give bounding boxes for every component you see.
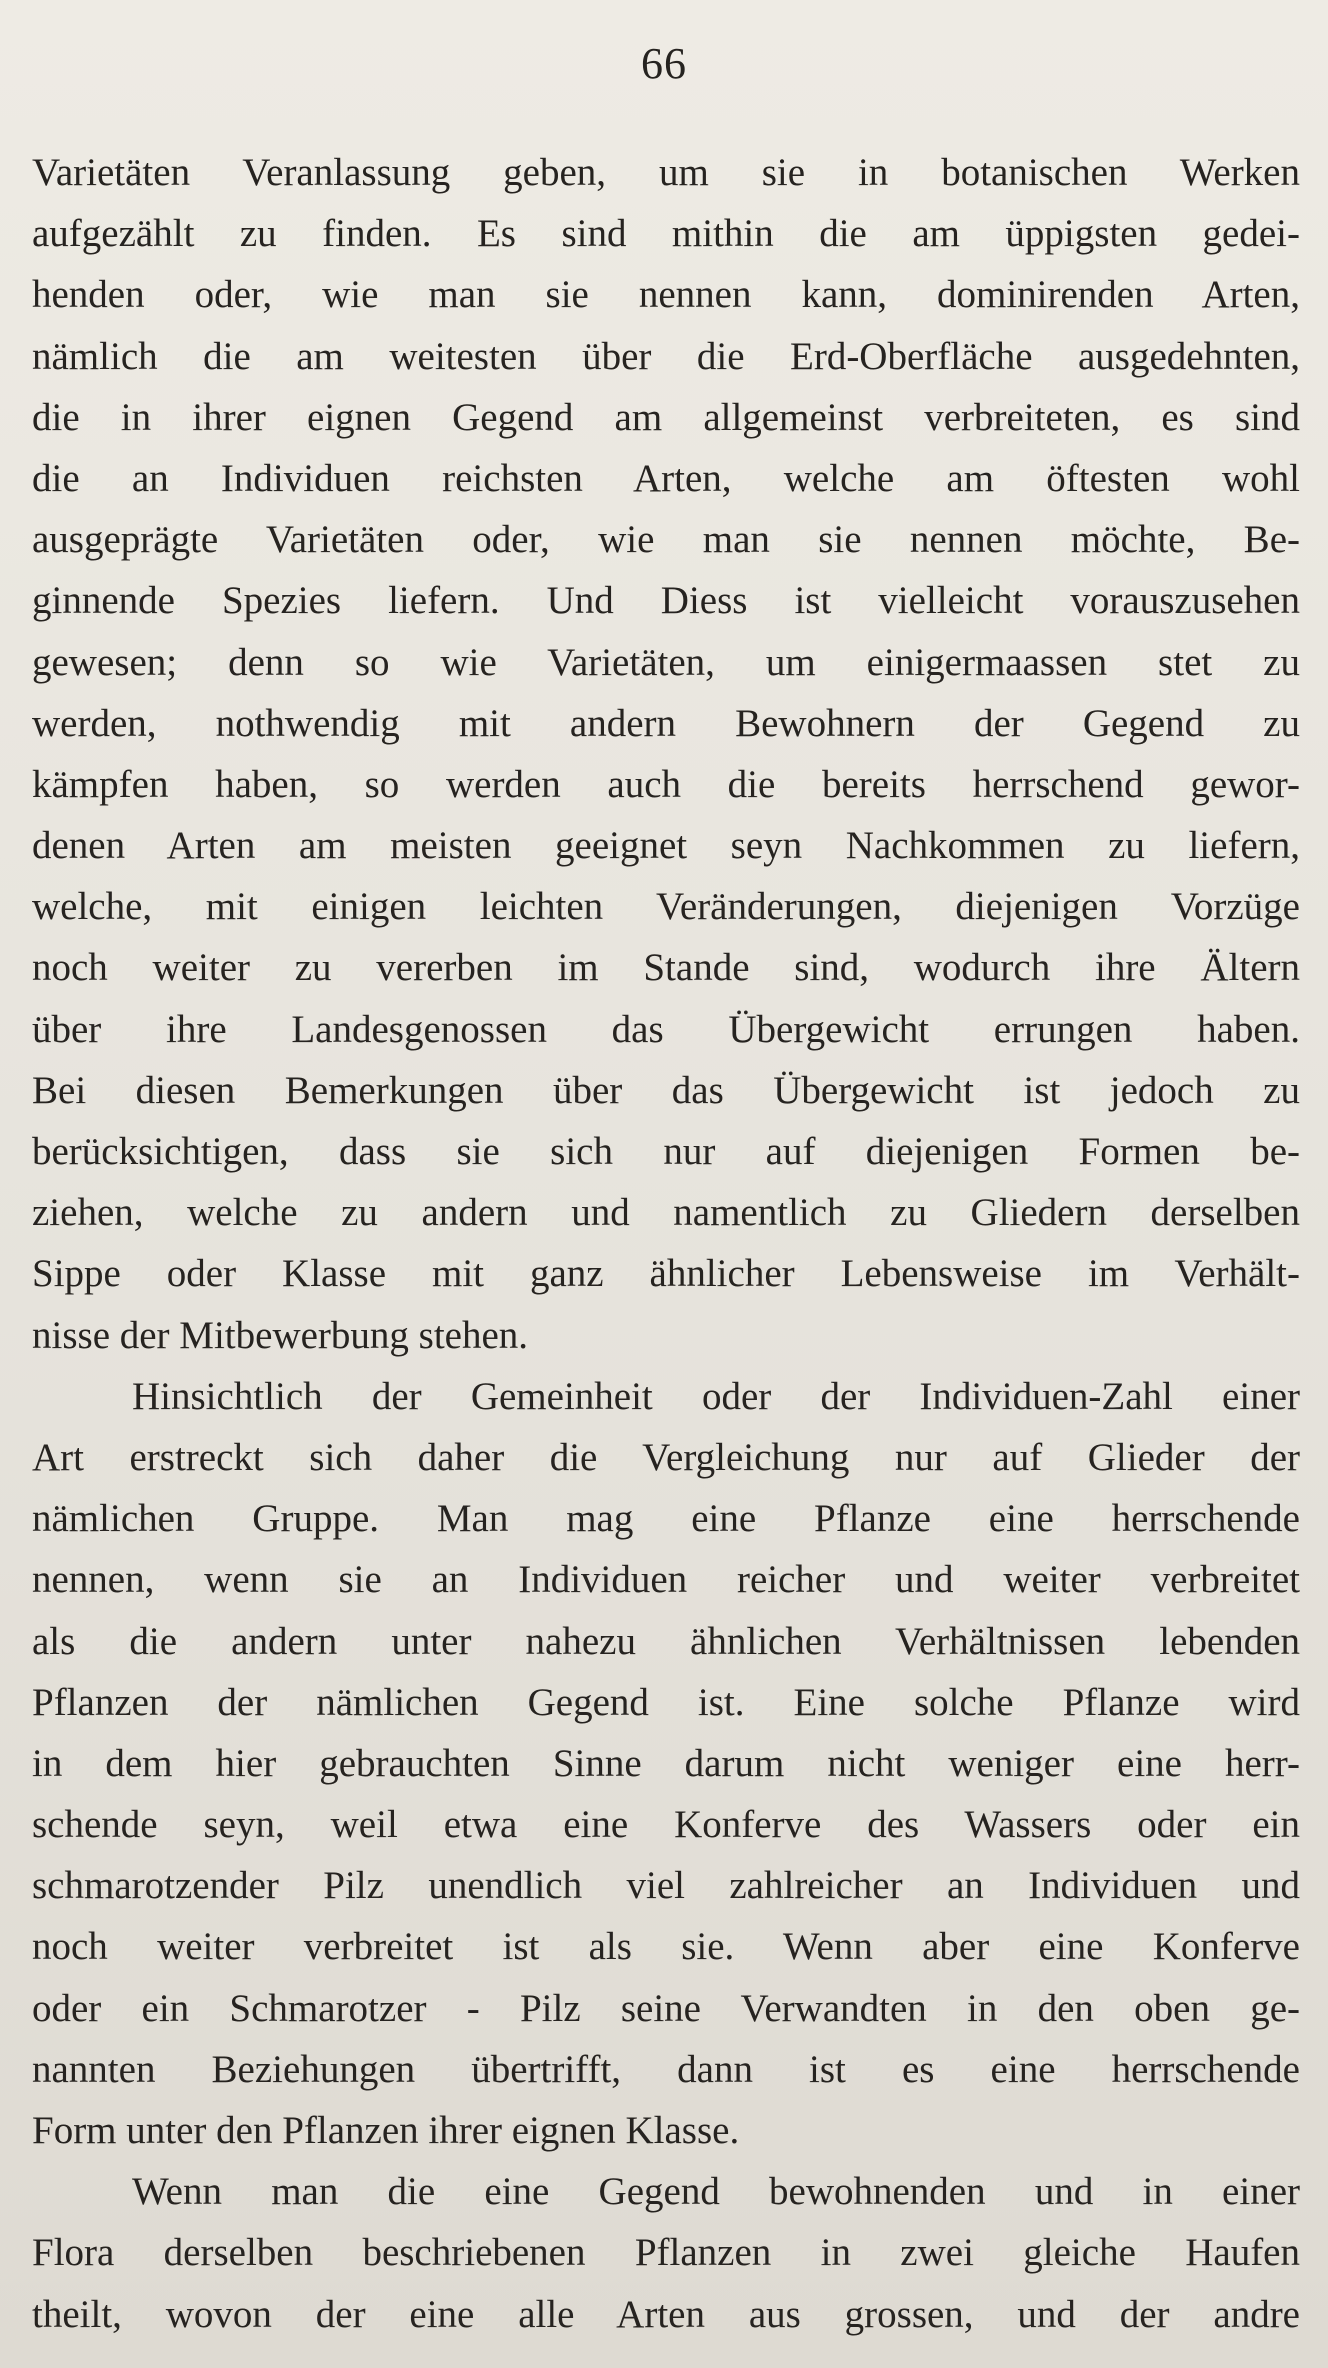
text-line: Pflanzen der nämlichen Gegend ist. Eine solche Pflanze wird [32,1680,1300,1724]
body-text [32,142,1300,2345]
text-line: berücksichtigen, dass sie sich nur auf diejenigen Formen be- [32,1130,1300,1173]
text-line: Hinsichtlich der Gemeinheit oder der Individuen-Zahl einer [132,1374,1300,1418]
text-line: über ihre Landesgenossen das Übergewicht errungen haben. [32,1007,1300,1051]
text-line: Wenn man die eine Gegend bewohnenden und in einer [132,2170,1300,2214]
text-line: die in ihrer eignen Gegend am allgemeinst verbreiteten, es sind [32,395,1300,439]
text-line: schmarotzender Pilz unendlich viel zahlreicher an Individuen und [32,1864,1300,1908]
text-line: theilt, wovon der eine alle Arten aus grossen, und der andre [32,2292,1300,2336]
text-line: Varietäten Veranlassung geben, um sie in botanischen Werken [32,151,1300,194]
text-line: nisse der Mitbewerbung stehen. [32,1313,529,1357]
text-line: als die andern unter nahezu ähnlichen Verhältnissen lebenden [32,1619,1300,1663]
text-line: in dem hier gebrauchten Sinne darum nicht weniger eine herr- [32,1741,1300,1785]
page-number: 66 [641,39,687,88]
text-line: oder ein Schmarotzer - Pilz seine Verwandten in den oben ge- [32,1986,1300,2030]
text-line: nannten Beziehungen übertrifft, dann ist es eine herrschende [32,2047,1300,2091]
text-line: kämpfen haben, so werden auch die bereits herrschend gewor- [32,762,1300,806]
text-line: ziehen, welche zu andern und namentlich zu Gliedern derselben [32,1191,1300,1235]
text-line: Bei diesen Bemerkungen über das Übergewicht ist jedoch zu [32,1068,1300,1112]
text-line: die an Individuen reichsten Arten, welche am öftesten wohl [32,456,1300,500]
text-line: Flora derselben beschriebenen Pflanzen in zwei gleiche Haufen [32,2231,1300,2275]
text-line: noch weiter verbreitet ist als sie. Wenn aber eine Konferve [32,1925,1300,1969]
text-line: werden, nothwendig mit andern Bewohnern der Gegend zu [32,701,1300,745]
text-line: gewesen; denn so wie Varietäten, um einigermaassen stet zu [32,640,1300,684]
text-line: aufgezählt zu finden. Es sind mithin die am üppigsten gedei- [32,212,1300,256]
text-line: henden oder, wie man sie nennen kann, dominirenden Arten, [32,273,1300,317]
text-line: noch weiter zu vererben im Stande sind, wodurch ihre Ältern [32,946,1300,990]
text-line: Sippe oder Klasse mit ganz ähnlicher Lebensweise im Verhält- [32,1252,1300,1296]
text-line: ausgeprägte Varietäten oder, wie man sie nennen möchte, Be- [32,518,1300,562]
text-line: nämlich die am weitesten über die Erd-Oberfläche ausgedehnten, [32,334,1300,378]
text-line: schende seyn, weil etwa eine Konferve des Wassers oder ein [32,1803,1300,1847]
text-line: nämlichen Gruppe. Man mag eine Pflanze eine herrschende [32,1497,1300,1541]
text-line: Form unter den Pflanzen ihrer eignen Klasse. [32,2109,740,2152]
text-line: denen Arten am meisten geeignet seyn Nachkommen zu liefern, [32,824,1300,868]
text-line: nennen, wenn sie an Individuen reicher und weiter verbreitet [32,1558,1300,1602]
text-line: Art erstreckt sich daher die Vergleichung nur auf Glieder der [32,1435,1300,1479]
text-line: ginnende Spezies liefern. Und Diess ist vielleicht vorauszusehen [32,579,1300,623]
text-line: welche, mit einigen leichten Veränderungen, diejenigen Vorzüge [32,885,1300,929]
